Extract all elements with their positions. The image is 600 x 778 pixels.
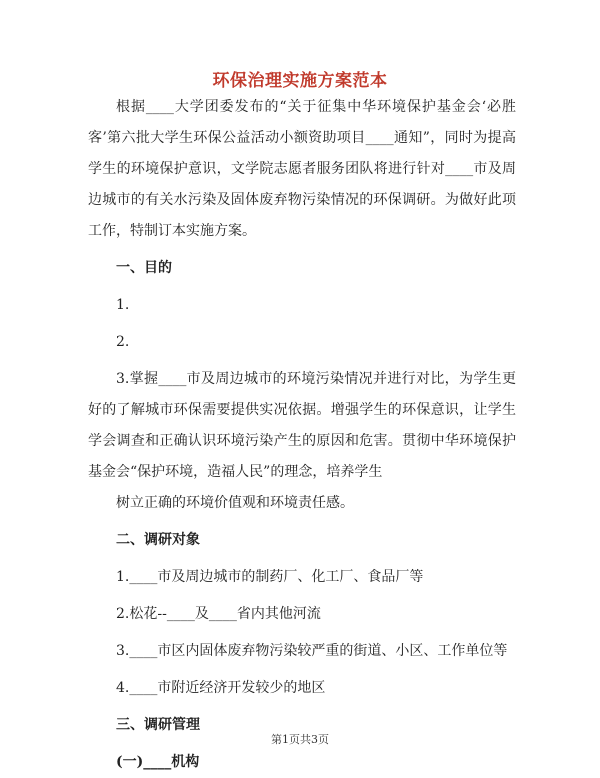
section-heading-management: 三、调研管理 xyxy=(116,717,200,733)
section-heading-purpose: 一、目的 xyxy=(116,260,172,276)
section-heading-subjects: 二、调研对象 xyxy=(116,532,200,548)
purpose-item-2: 2. xyxy=(116,334,130,350)
subjects-item-4: 4.____市附近经济开发较少的地区 xyxy=(116,680,326,696)
intro-paragraph: 根据____大学团委发布的“关于征集中华环境保护基金会‘必胜客’第六批大学生环保公益活动小额资助项目____通知”，同时为提高学生的环境保护意识，文学院志愿者服务团队将进行针对____市及周边城市的有关水污染及固体废弃物污染情况的环保调研。为做好此项工作，特制订本实施方案。 xyxy=(88,99,516,239)
subjects-item-2: 2.松花--____及____省内其他河流 xyxy=(116,606,321,622)
subjects-item-3: 3.____市区内固体废弃物污染较严重的街道、小区、工作单位等 xyxy=(116,643,508,659)
document-title: 环保治理实施方案范本 xyxy=(212,71,388,91)
management-subsection-1: (一)____机构 xyxy=(116,754,200,770)
purpose-item-3: 3.掌握____市及周边城市的环境污染情况并进行对比，为学生更好的了解城市环保需要提供实况依据。增强学生的环保意识，让学生学会调查和正确认识环境污染产生的原因和危害。贯彻中华环境保护基金会“保护环境，造福人民”的理念，培养学生 xyxy=(88,371,516,480)
page-footer: 第1页共3页 xyxy=(271,733,329,746)
purpose-item-1: 1. xyxy=(116,297,130,313)
document-body xyxy=(88,92,516,778)
purpose-item-3-continued: 树立正确的环境价值观和环境责任感。 xyxy=(116,495,354,511)
subjects-item-1: 1.____市及周边城市的制药厂、化工厂、食品厂等 xyxy=(116,569,424,585)
